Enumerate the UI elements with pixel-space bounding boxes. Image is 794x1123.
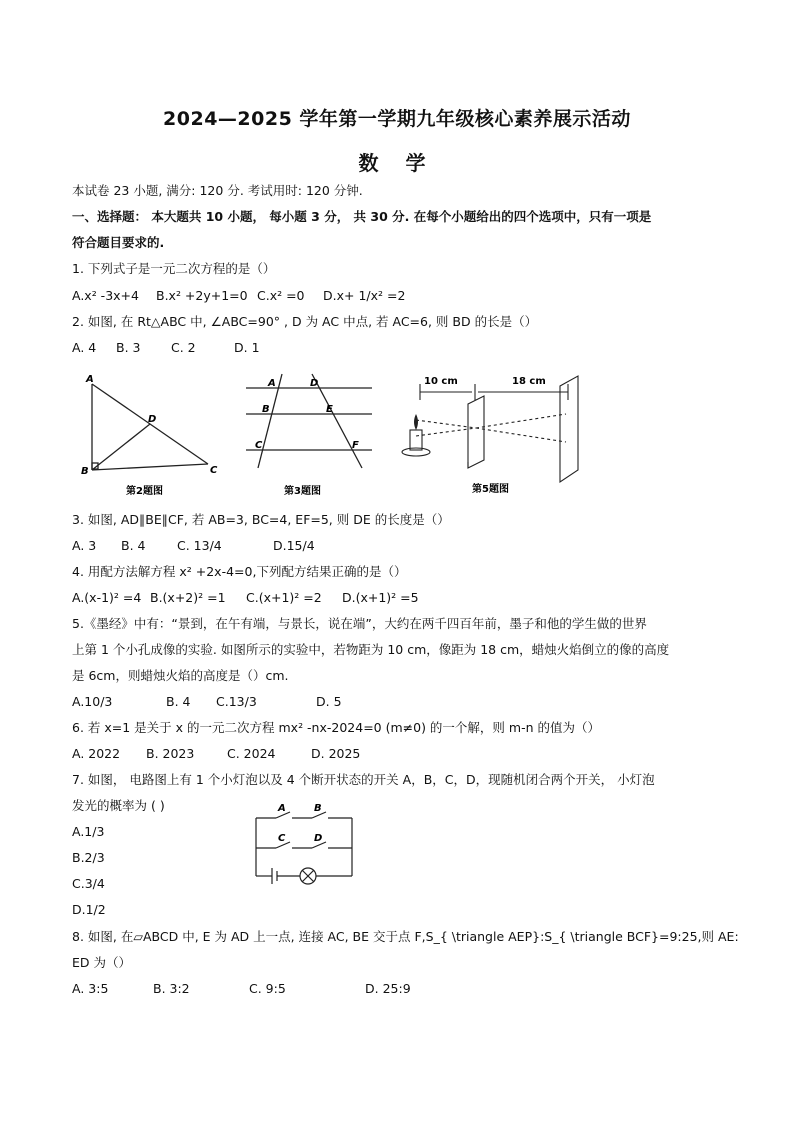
q1-option-b: B.x² +2y+1=0: [156, 288, 248, 303]
fig3-label-d: D: [310, 378, 319, 389]
fig3-label-b: B: [262, 404, 270, 415]
fig2-caption: 第2题图: [126, 486, 163, 497]
q2-option-c: C. 2: [171, 340, 196, 355]
q8-option-d: D. 25:9: [365, 981, 411, 996]
q7-option-b: B.2/3: [72, 850, 105, 865]
q8-option-a: A. 3:5: [72, 981, 109, 996]
q5-option-d: D. 5: [316, 694, 342, 709]
q6-option-c: C. 2024: [227, 746, 276, 761]
q1-option-c: C.x² =0: [257, 288, 305, 303]
fig2-label-a: A: [86, 374, 94, 385]
q3-stem: 3. 如图, AD∥BE∥CF, 若 AB=3, BC=4, EF=5, 则 DE 的长度是（）: [72, 512, 450, 527]
q2-option-a: A. 4: [72, 340, 97, 355]
exam-intro: 本试卷 23 小题, 满分: 120 分. 考试用时: 120 分钟.: [72, 183, 363, 198]
q7-stem-line2: 发光的概率为 ( ): [72, 798, 165, 813]
figure-q2-triangle: [78, 370, 228, 500]
q5-option-a: A.10/3: [72, 694, 113, 709]
q8-option-c: C. 9:5: [249, 981, 286, 996]
q2-option-b: B. 3: [116, 340, 141, 355]
exam-title: 2024—2025 学年第一学期九年级核心素养展示活动: [163, 108, 631, 130]
q5-stem-line1: 5.《墨经》中有：“景到，在午有端，与景长，说在端”，大约在两千四百年前，墨子和他的学生做的世界: [72, 616, 647, 631]
figure-q7-circuit: [250, 804, 360, 888]
fig3-caption: 第3题图: [284, 486, 321, 497]
fig2-label-b: B: [81, 466, 89, 477]
fig5-caption: 第5题图: [472, 484, 509, 495]
q1-option-a: A.x² -3x+4: [72, 288, 139, 303]
fig7-label-d: D: [314, 833, 323, 844]
q7-option-a: A.1/3: [72, 824, 105, 839]
figure-q5-pinhole-camera: [398, 370, 598, 500]
fig5-dim-image-distance: 18 cm: [512, 376, 546, 387]
q6-option-d: D. 2025: [311, 746, 361, 761]
q4-stem: 4. 用配方法解方程 x² +2x-4=0,下列配方结果正确的是（）: [72, 564, 407, 579]
q4-option-a: A.(x-1)² =4: [72, 590, 142, 605]
q4-option-c: C.(x+1)² =2: [246, 590, 322, 605]
q7-option-d: D.1/2: [72, 902, 106, 917]
fig2-label-d: D: [148, 414, 157, 425]
q7-stem-line1: 7. 如图， 电路图上有 1 个小灯泡以及 4 个断开状态的开关 A，B，C，D，现随机闭合两个开关， 小灯泡: [72, 772, 655, 787]
q5-option-c: C.13/3: [216, 694, 257, 709]
q3-option-c: C. 13/4: [177, 538, 222, 553]
q2-option-d: D. 1: [234, 340, 260, 355]
q4-option-b: B.(x+2)² =1: [150, 590, 226, 605]
q8-option-b: B. 3:2: [153, 981, 190, 996]
section1-instruction-line2: 符合题目要求的.: [72, 235, 165, 250]
fig5-dim-object-distance: 10 cm: [424, 376, 458, 387]
fig3-label-c: C: [255, 440, 263, 451]
fig3-label-f: F: [352, 440, 359, 451]
section1-instruction-line1: 一、选择题： 本大题共 10 小题， 每小题 3 分， 共 30 分. 在每个小题给出的四个选项中，只有一项是: [72, 209, 652, 224]
subject-heading: 数 学: [358, 151, 436, 175]
q6-option-a: A. 2022: [72, 746, 121, 761]
fig7-label-c: C: [278, 833, 286, 844]
q3-option-b: B. 4: [121, 538, 146, 553]
q7-option-c: C.3/4: [72, 876, 105, 891]
fig3-label-e: E: [326, 404, 333, 415]
q6-option-b: B. 2023: [146, 746, 195, 761]
q5-stem-line2: 上第 1 个小孔成像的实验. 如图所示的实验中，若物距为 10 cm，像距为 18 cm，蜡烛火焰倒立的像的高度: [72, 642, 670, 657]
fig7-label-a: A: [278, 804, 286, 814]
q5-option-b: B. 4: [166, 694, 191, 709]
q3-option-a: A. 3: [72, 538, 97, 553]
fig7-label-b: B: [314, 804, 322, 814]
fig2-label-c: C: [210, 465, 218, 476]
q4-option-d: D.(x+1)² =5: [342, 590, 419, 605]
fig3-label-a: A: [268, 378, 276, 389]
figure-q3-parallel-lines: [240, 370, 380, 500]
q3-option-d: D.15/4: [273, 538, 315, 553]
q1-stem: 1. 下列式子是一元二次方程的是（）: [72, 261, 276, 276]
q6-stem: 6. 若 x=1 是关于 x 的一元二次方程 mx² -nx-2024=0 (m≠0) 的一个解，则 m-n 的值为（）: [72, 720, 600, 735]
q5-stem-line3: 是 6cm，则蜡烛火焰的高度是（）cm.: [72, 668, 289, 683]
q8-stem-line2: ED 为（）: [72, 955, 131, 970]
q8-stem-line1: 8. 如图, 在▱ABCD 中, E 为 AD 上一点, 连接 AC, BE 交于点 F,S_{ \triangle AEP}:S_{ \triangle BCF}=9:25,则 AE:: [72, 929, 739, 944]
q1-option-d: D.x+ 1/x² =2: [323, 288, 406, 303]
q2-stem: 2. 如图, 在 Rt△ABC 中, ∠ABC=90° , D 为 AC 中点, 若 AC=6, 则 BD 的长是（）: [72, 314, 538, 329]
